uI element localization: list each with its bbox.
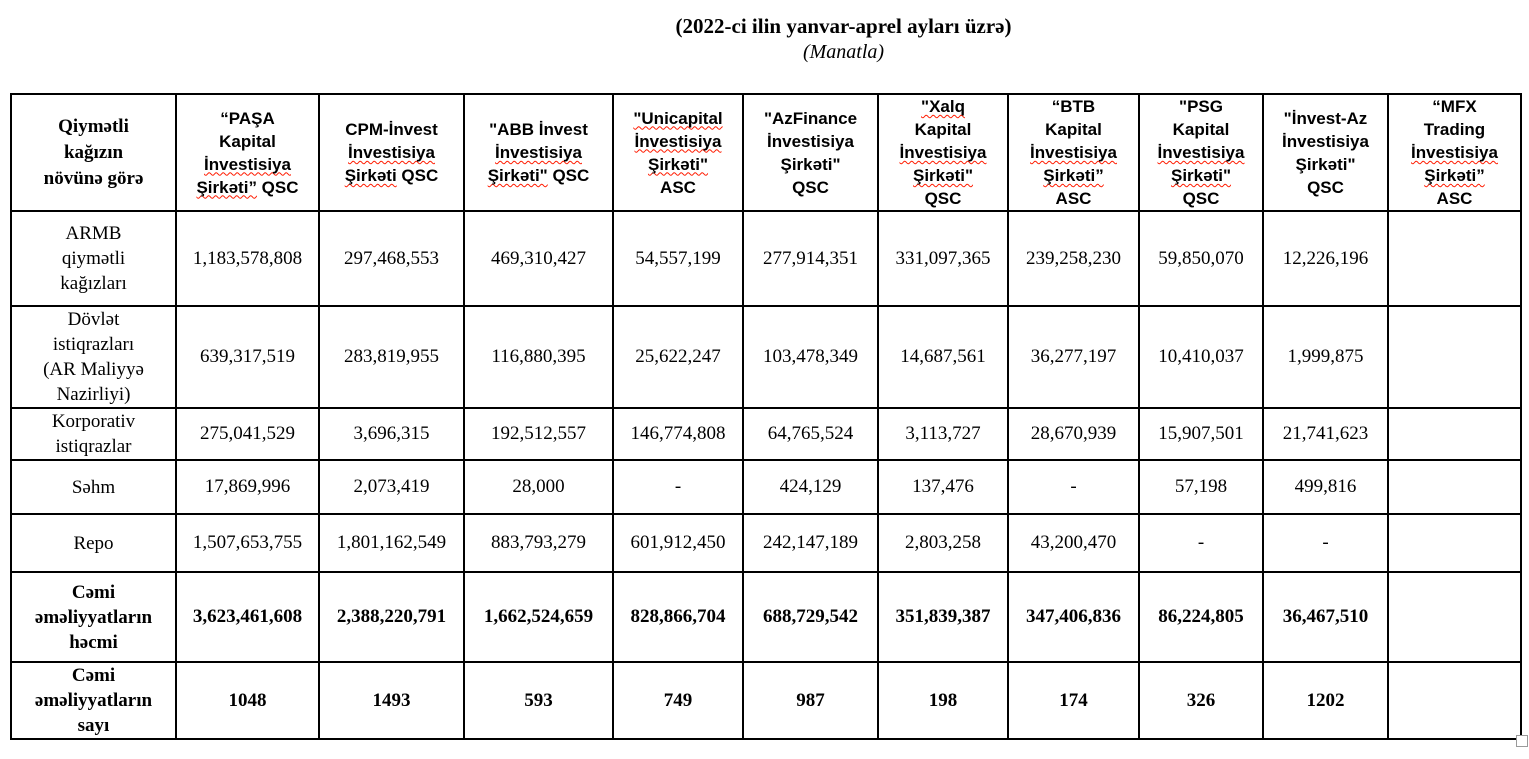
company-header-mfx-trading xyxy=(1388,94,1521,211)
value-cell-korporativ-istiqrazlar-psg-kapital: 15,907,501 xyxy=(1139,408,1263,460)
value-cell-sehm-abb-invest: 28,000 xyxy=(464,460,613,514)
value-cell-cemi-emeliyyatlarin-hecmi-abb-invest: 1,662,524,659 xyxy=(464,572,613,662)
value-cell-cemi-emeliyyatlarin-hecmi-azfinance: 688,729,542 xyxy=(743,572,878,662)
value-cell-dovlet-istiqrazlari-xalq-kapital: 14,687,561 xyxy=(878,306,1008,408)
misspelled-word: Şirkəti” xyxy=(1043,166,1104,185)
header-word: QSC xyxy=(924,189,962,208)
header-word: QSC xyxy=(792,177,829,197)
value-cell-repo-mfx-trading xyxy=(1388,514,1521,572)
table-row-korporativ-istiqrazlar xyxy=(11,408,1521,460)
company-header-azfinance xyxy=(743,94,878,211)
value-cell-korporativ-istiqrazlar-unicapital: 146,774,808 xyxy=(613,408,743,460)
header-word: QSC xyxy=(1307,177,1344,197)
value-cell-korporativ-istiqrazlar-invest-az: 21,741,623 xyxy=(1263,408,1388,460)
misspelled-word: İnvestisiya xyxy=(1411,143,1498,162)
value-cell-repo-cpm-invest: 1,801,162,549 xyxy=(319,514,464,572)
misspelled-word: İnvestisiya xyxy=(495,143,582,162)
value-cell-armb-qiymetli-kagizlari-abb-invest: 469,310,427 xyxy=(464,211,613,306)
value-cell-korporativ-istiqrazlar-pasha-kapital: 275,041,529 xyxy=(176,408,319,460)
table-row-sehm xyxy=(11,460,1521,514)
value-cell-cemi-emeliyyatlarin-sayi-unicapital: 749 xyxy=(613,662,743,739)
value-cell-dovlet-istiqrazlari-pasha-kapital: 639,317,519 xyxy=(176,306,319,408)
value-cell-cemi-emeliyyatlarin-sayi-psg-kapital: 326 xyxy=(1139,662,1263,739)
header-word: "AzFinance xyxy=(763,108,858,128)
value-cell-cemi-emeliyyatlarin-sayi-azfinance: 987 xyxy=(743,662,878,739)
misspelled-word: Şirkəti” xyxy=(196,177,257,197)
value-cell-repo-pasha-kapital: 1,507,653,755 xyxy=(176,514,319,572)
row-category-header: Qiymətli kağızın növünə görə xyxy=(11,94,176,211)
row-label-cemi-emeliyyatlarin-hecmi: Cəmi əməliyyatların həcmi xyxy=(11,572,176,662)
value-cell-sehm-pasha-kapital: 17,869,996 xyxy=(176,460,319,514)
header-word: Şirkəti" xyxy=(1295,154,1356,174)
header-word: CPM-İnvest xyxy=(345,120,438,139)
object-anchor-marker xyxy=(1516,735,1528,747)
value-cell-cemi-emeliyyatlarin-hecmi-pasha-kapital: 3,623,461,608 xyxy=(176,572,319,662)
value-cell-cemi-emeliyyatlarin-hecmi-btb-kapital: 347,406,836 xyxy=(1008,572,1139,662)
company-header-cpm-invest xyxy=(319,94,464,211)
value-cell-dovlet-istiqrazlari-unicapital: 25,622,247 xyxy=(613,306,743,408)
value-cell-sehm-azfinance: 424,129 xyxy=(743,460,878,514)
header-word: Kapital xyxy=(914,120,972,139)
value-cell-cemi-emeliyyatlarin-sayi-mfx-trading xyxy=(1388,662,1521,739)
company-header-btb-kapital xyxy=(1008,94,1139,211)
header-word: İnvestisiya xyxy=(1282,131,1369,151)
company-header-unicapital xyxy=(613,94,743,211)
misspelled-word: İnvestisiya xyxy=(204,154,291,174)
table-row-repo xyxy=(11,514,1521,572)
value-cell-armb-qiymetli-kagizlari-btb-kapital: 239,258,230 xyxy=(1008,211,1139,306)
header-word: ASC xyxy=(660,177,696,197)
header-word: QSC xyxy=(256,177,299,197)
misspelled-word: Şirkəti" xyxy=(912,166,974,185)
value-cell-korporativ-istiqrazlar-cpm-invest: 3,696,315 xyxy=(319,408,464,460)
company-header-psg-kapital xyxy=(1139,94,1263,211)
value-cell-cemi-emeliyyatlarin-hecmi-unicapital: 828,866,704 xyxy=(613,572,743,662)
value-cell-cemi-emeliyyatlarin-hecmi-psg-kapital: 86,224,805 xyxy=(1139,572,1263,662)
value-cell-dovlet-istiqrazlari-cpm-invest: 283,819,955 xyxy=(319,306,464,408)
table-row-dovlet-istiqrazlari xyxy=(11,306,1521,408)
value-cell-dovlet-istiqrazlari-btb-kapital: 36,277,197 xyxy=(1008,306,1139,408)
company-header-invest-az xyxy=(1263,94,1388,211)
row-label-sehm: Səhm xyxy=(11,460,176,514)
table-header xyxy=(11,94,1521,211)
value-cell-cemi-emeliyyatlarin-sayi-invest-az: 1202 xyxy=(1263,662,1388,739)
misspelled-word: Şirkəti” xyxy=(1424,166,1485,185)
company-header-xalq-kapital xyxy=(878,94,1008,211)
row-label-cemi-emeliyyatlarin-sayi: Cəmi əməliyyatların sayı xyxy=(11,662,176,739)
company-header-abb-invest xyxy=(464,94,613,211)
value-cell-korporativ-istiqrazlar-azfinance: 64,765,524 xyxy=(743,408,878,460)
misspelled-word: Şirkəti" xyxy=(1170,166,1232,185)
value-cell-armb-qiymetli-kagizlari-cpm-invest: 297,468,553 xyxy=(319,211,464,306)
table-body xyxy=(11,211,1521,739)
value-cell-sehm-invest-az: 499,816 xyxy=(1263,460,1388,514)
value-cell-cemi-emeliyyatlarin-sayi-cpm-invest: 1493 xyxy=(319,662,464,739)
header-row xyxy=(11,94,1521,211)
misspelled-word: İnvestisiya xyxy=(634,131,722,151)
value-cell-repo-invest-az: - xyxy=(1263,514,1388,572)
value-cell-cemi-emeliyyatlarin-hecmi-mfx-trading xyxy=(1388,572,1521,662)
header-word: ASC xyxy=(1055,189,1092,208)
value-cell-cemi-emeliyyatlarin-sayi-abb-invest: 593 xyxy=(464,662,613,739)
misspelled-word: İnvestisiya xyxy=(1030,143,1117,162)
row-label-armb-qiymetli-kagizlari: ARMB qiymətli kağızları xyxy=(11,211,176,306)
misspelled-word: İnvestisiya xyxy=(1157,143,1245,162)
header-word: "İnvest-Az xyxy=(1283,108,1368,128)
page-title: (2022-ci ilin yanvar-aprel ayları üzrə) xyxy=(675,14,1012,38)
value-cell-cemi-emeliyyatlarin-hecmi-cpm-invest: 2,388,220,791 xyxy=(319,572,464,662)
misspelled-word: İnvestisiya xyxy=(899,143,987,162)
value-cell-armb-qiymetli-kagizlari-invest-az: 12,226,196 xyxy=(1263,211,1388,306)
header-word: Kapital xyxy=(1045,120,1102,139)
header-word: "ABB İnvest xyxy=(489,120,588,139)
row-label-repo: Repo xyxy=(11,514,176,572)
value-cell-cemi-emeliyyatlarin-sayi-xalq-kapital: 198 xyxy=(878,662,1008,739)
value-cell-dovlet-istiqrazlari-abb-invest: 116,880,395 xyxy=(464,306,613,408)
header-word: “PAŞA xyxy=(220,108,275,128)
value-cell-dovlet-istiqrazlari-psg-kapital: 10,410,037 xyxy=(1139,306,1263,408)
value-cell-repo-psg-kapital: - xyxy=(1139,514,1263,572)
value-cell-korporativ-istiqrazlar-mfx-trading xyxy=(1388,408,1521,460)
value-cell-korporativ-istiqrazlar-xalq-kapital: 3,113,727 xyxy=(878,408,1008,460)
value-cell-dovlet-istiqrazlari-azfinance: 103,478,349 xyxy=(743,306,878,408)
header-word: "PSG xyxy=(1179,97,1223,116)
header-word: “BTB xyxy=(1051,97,1096,116)
value-cell-repo-btb-kapital: 43,200,470 xyxy=(1008,514,1139,572)
value-cell-sehm-mfx-trading xyxy=(1388,460,1521,514)
value-cell-sehm-unicapital: - xyxy=(613,460,743,514)
value-cell-sehm-cpm-invest: 2,073,419 xyxy=(319,460,464,514)
header-word: İnvestisiya xyxy=(767,131,854,151)
value-cell-sehm-btb-kapital: - xyxy=(1008,460,1139,514)
title-block xyxy=(0,13,1529,64)
value-cell-repo-azfinance: 242,147,189 xyxy=(743,514,878,572)
misspelled-word: Şirkəti" xyxy=(487,166,548,185)
page-subtitle: (Manatla) xyxy=(802,41,885,63)
securities-operations-table xyxy=(10,93,1522,740)
table-row-armb-qiymetli-kagizlari xyxy=(11,211,1521,306)
header-word: ASC xyxy=(1436,189,1473,208)
value-cell-sehm-xalq-kapital: 137,476 xyxy=(878,460,1008,514)
value-cell-repo-xalq-kapital: 2,803,258 xyxy=(878,514,1008,572)
table-row-cemi-emeliyyatlarin-sayi xyxy=(11,662,1521,739)
value-cell-cemi-emeliyyatlarin-sayi-pasha-kapital: 1048 xyxy=(176,662,319,739)
value-cell-dovlet-istiqrazlari-mfx-trading xyxy=(1388,306,1521,408)
header-word: Kapital xyxy=(1172,120,1230,139)
value-cell-cemi-emeliyyatlarin-hecmi-invest-az: 36,467,510 xyxy=(1263,572,1388,662)
header-word: Kapital xyxy=(219,131,276,151)
value-cell-armb-qiymetli-kagizlari-xalq-kapital: 331,097,365 xyxy=(878,211,1008,306)
value-cell-dovlet-istiqrazlari-invest-az: 1,999,875 xyxy=(1263,306,1388,408)
company-header-pasha-kapital xyxy=(176,94,319,211)
header-word: “MFX xyxy=(1432,97,1477,116)
value-cell-armb-qiymetli-kagizlari-mfx-trading xyxy=(1388,211,1521,306)
value-cell-cemi-emeliyyatlarin-sayi-btb-kapital: 174 xyxy=(1008,662,1139,739)
header-word: QSC xyxy=(547,166,590,185)
value-cell-armb-qiymetli-kagizlari-psg-kapital: 59,850,070 xyxy=(1139,211,1263,306)
value-cell-repo-unicapital: 601,912,450 xyxy=(613,514,743,572)
header-word: QSC xyxy=(396,166,439,185)
header-word: Şirkəti" xyxy=(780,154,841,174)
value-cell-korporativ-istiqrazlar-btb-kapital: 28,670,939 xyxy=(1008,408,1139,460)
value-cell-repo-abb-invest: 883,793,279 xyxy=(464,514,613,572)
value-cell-korporativ-istiqrazlar-abb-invest: 192,512,557 xyxy=(464,408,613,460)
value-cell-cemi-emeliyyatlarin-hecmi-xalq-kapital: 351,839,387 xyxy=(878,572,1008,662)
header-word: Trading xyxy=(1423,120,1486,139)
value-cell-armb-qiymetli-kagizlari-azfinance: 277,914,351 xyxy=(743,211,878,306)
value-cell-armb-qiymetli-kagizlari-unicapital: 54,557,199 xyxy=(613,211,743,306)
misspelled-word: Şirkəti" xyxy=(647,154,709,174)
row-label-dovlet-istiqrazlari: Dövlət istiqrazları (AR Maliyyə Nazirliyi) xyxy=(11,306,176,408)
row-label-korporativ-istiqrazlar: Korporativ istiqrazlar xyxy=(11,408,176,460)
misspelled-word: İnvestisiya xyxy=(348,143,435,162)
value-cell-armb-qiymetli-kagizlari-pasha-kapital: 1,183,578,808 xyxy=(176,211,319,306)
header-word: QSC xyxy=(1182,189,1220,208)
table-row-cemi-emeliyyatlarin-hecmi xyxy=(11,572,1521,662)
misspelled-word: "Xalq xyxy=(921,97,965,116)
misspelled-word: "Unicapital xyxy=(633,108,723,128)
misspelled-word: Şirkəti xyxy=(344,166,397,185)
value-cell-sehm-psg-kapital: 57,198 xyxy=(1139,460,1263,514)
